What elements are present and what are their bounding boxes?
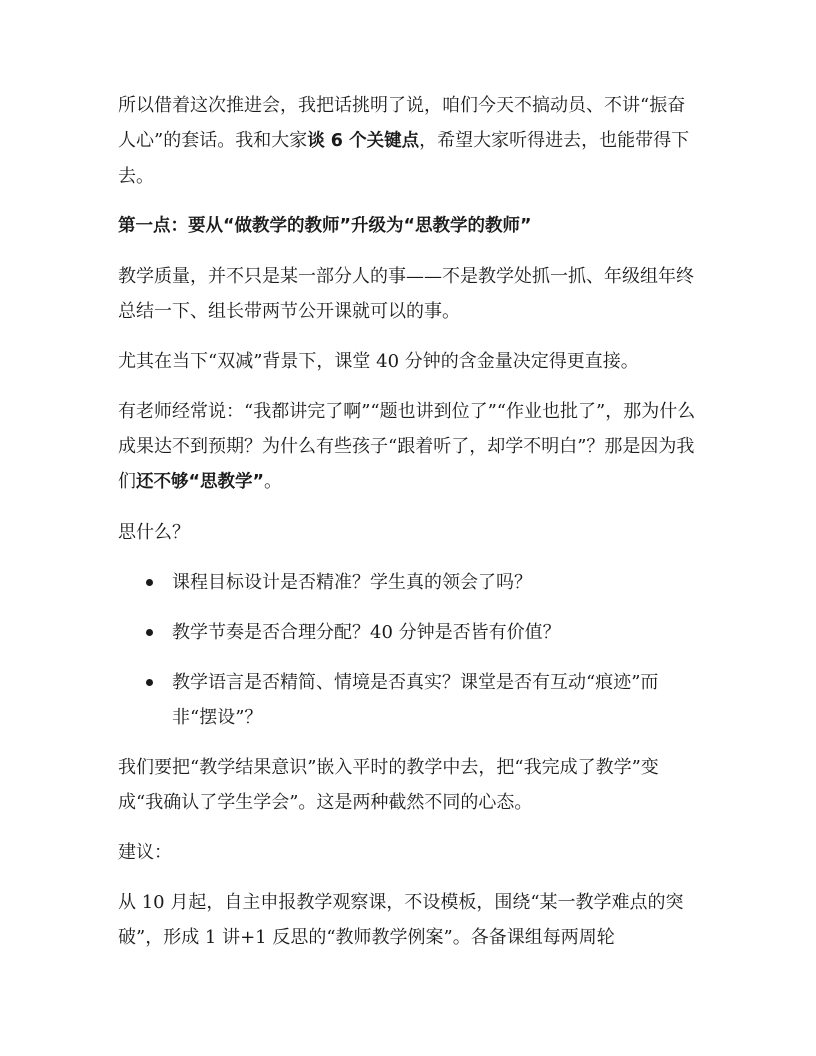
intro-bold-text: 谈 6 个关键点 <box>307 131 420 151</box>
quotes-text-end: 。 <box>264 471 283 492</box>
intro-paragraph <box>118 88 702 194</box>
quotes-bold-text: 还不够“思教学” <box>136 472 265 492</box>
intro-text: 所以借着这次推进会，我把话挑明了说，咱们今天不搞动员、不讲“振奋人心”的套话。我和大家 <box>118 95 686 151</box>
list-item-text: 教学语言是否精简、情境是否真实？课堂是否有互动“痕迹”而非“摆设”？ <box>172 672 659 728</box>
question-list <box>118 565 702 735</box>
bullet-dot-icon <box>146 679 153 686</box>
section-heading: 第一点：要从“做教学的教师”升级为“思教学的教师” <box>118 216 532 236</box>
paragraph-double-reduction: 尤其在当下“双减”背景下，课堂 40 分钟的含金量决定得更直接。 <box>118 351 639 372</box>
quotes-text: 有老师经常说：“我都讲完了啊”“题也讲到位了”“作业也批了”，那为什么成果达不到预期？为什么有些孩子“跟着听了，却学不明白”？那是因为我们 <box>118 401 696 492</box>
list-item-text: 教学节奏是否合理分配？40 分钟是否皆有价值？ <box>172 622 561 643</box>
paragraph-teaching-quality: 教学质量，并不只是某一部分人的事——不是教学处抓一抓、年级组年终总结一下、组长带两节公开课就可以的事。 <box>118 266 694 322</box>
paragraph-result-awareness: 我们要把“教学结果意识”嵌入平时的教学中去，把“我完成了教学”变成“我确认了学生学会”。这是两种截然不同的心态。 <box>118 757 659 813</box>
list-item <box>118 665 702 735</box>
bullet-dot-icon <box>146 579 153 586</box>
list-item <box>118 565 702 600</box>
list-item-text: 课程目标设计是否精准？学生真的领会了吗？ <box>172 572 532 593</box>
paragraph-question: 思什么？ <box>118 522 190 543</box>
document-page <box>118 88 702 955</box>
paragraph-teacher-quotes <box>118 394 702 500</box>
paragraph-suggestion: 从 10 月起，自主申报教学观察课，不设模板，围绕“某一教学难点的突破”，形成 1 讲+1 反思的“教师教学例案”。各备课组每两周轮 <box>118 892 684 948</box>
paragraph-suggestion-label: 建议： <box>118 842 172 863</box>
intro-text-end: ，希望大家听得进去，也能带得下去。 <box>118 130 690 187</box>
bullet-dot-icon <box>146 629 153 636</box>
list-item <box>118 615 702 650</box>
